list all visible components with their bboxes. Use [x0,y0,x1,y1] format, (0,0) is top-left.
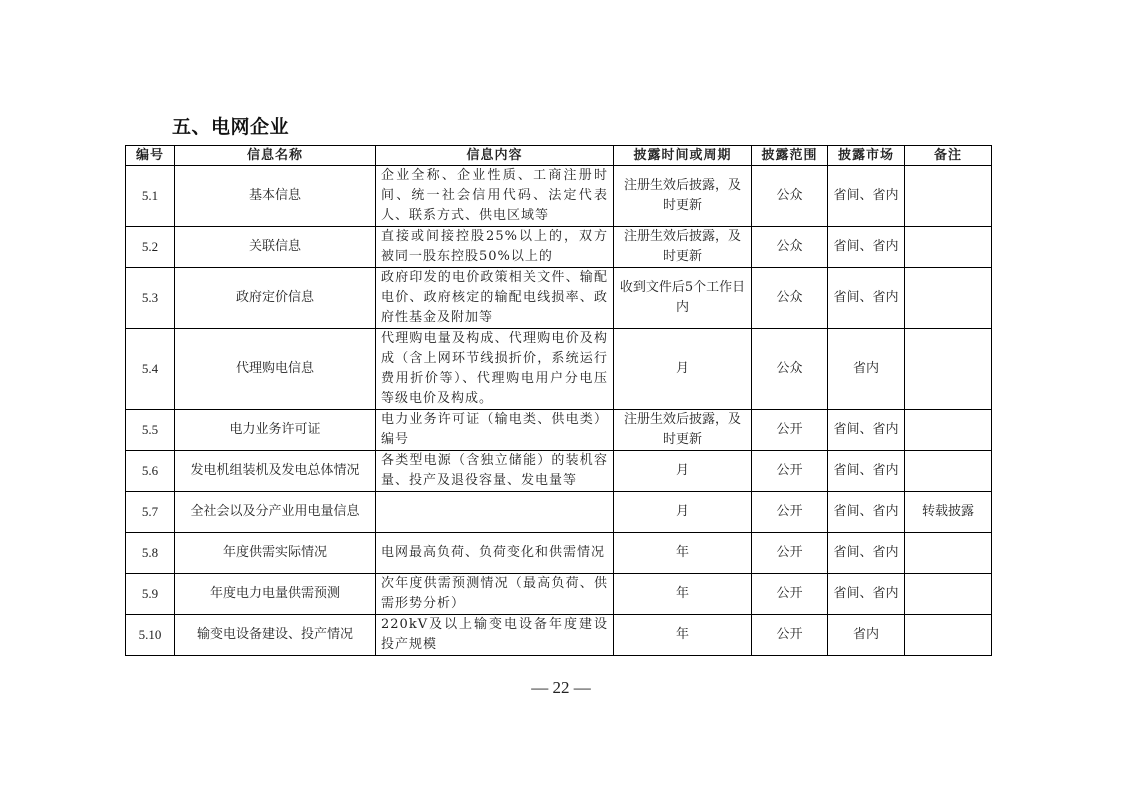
row-timing: 年 [614,574,752,615]
row-note [905,451,992,492]
row-name: 政府定价信息 [175,268,376,329]
row-timing: 注册生效后披露，及时更新 [614,166,752,227]
row-market: 省内 [828,329,905,410]
row-scope: 公开 [752,533,828,574]
row-market: 省间、省内 [828,410,905,451]
table-row [126,451,992,492]
row-no: 5.7 [126,492,175,533]
row-content: 代理购电量及构成、代理购电价及构成（含上网环节线损折价，系统运行费用折价等）、代理购电用户分电压等级电价及构成。 [376,329,614,410]
row-name: 年度电力电量供需预测 [175,574,376,615]
page-number: — 22 — [531,678,591,697]
row-note [905,227,992,268]
row-name: 输变电设备建设、投产情况 [175,615,376,656]
header-timing: 披露时间或周期 [614,146,752,166]
row-name: 年度供需实际情况 [175,533,376,574]
row-no: 5.4 [126,329,175,410]
disclosure-table [125,145,992,656]
row-timing: 年 [614,533,752,574]
table-row [126,166,992,227]
row-no: 5.5 [126,410,175,451]
header-content: 信息内容 [376,146,614,166]
table-row [126,615,992,656]
row-content: 各类型电源（含独立储能）的装机容量、投产及退役容量、发电量等 [376,451,614,492]
row-no: 5.10 [126,615,175,656]
row-no: 5.6 [126,451,175,492]
row-name: 发电机组装机及发电总体情况 [175,451,376,492]
row-scope: 公开 [752,615,828,656]
row-market: 省间、省内 [828,492,905,533]
table-row [126,329,992,410]
row-market: 省间、省内 [828,533,905,574]
row-scope: 公众 [752,268,828,329]
row-name: 电力业务许可证 [175,410,376,451]
table-row [126,410,992,451]
row-timing: 收到文件后5个工作日内 [614,268,752,329]
row-no: 5.1 [126,166,175,227]
row-scope: 公开 [752,451,828,492]
table-row [126,492,992,533]
row-name: 代理购电信息 [175,329,376,410]
row-name: 基本信息 [175,166,376,227]
row-market: 省内 [828,615,905,656]
row-timing: 月 [614,451,752,492]
row-content: 政府印发的电价政策相关文件、输配电价、政府核定的输配电线损率、政府性基金及附加等 [376,268,614,329]
row-scope: 公众 [752,329,828,410]
row-market: 省间、省内 [828,166,905,227]
row-note [905,268,992,329]
row-timing: 年 [614,615,752,656]
row-market: 省间、省内 [828,451,905,492]
row-content: 电网最高负荷、负荷变化和供需情况 [376,533,614,574]
row-timing: 注册生效后披露，及时更新 [614,410,752,451]
row-no: 5.8 [126,533,175,574]
row-no: 5.2 [126,227,175,268]
section-title: 五、电网企业 [172,116,290,138]
row-content: 直接或间接控股25%以上的，双方被同一股东控股50%以上的 [376,227,614,268]
row-name: 全社会以及分产业用电量信息 [175,492,376,533]
row-timing: 月 [614,492,752,533]
row-scope: 公众 [752,227,828,268]
row-content: 次年度供需预测情况（最高负荷、供需形势分析） [376,574,614,615]
table-header-row [126,146,992,166]
row-note: 转载披露 [905,492,992,533]
row-market: 省间、省内 [828,268,905,329]
table-row [126,574,992,615]
row-no: 5.9 [126,574,175,615]
row-note [905,329,992,410]
row-scope: 公开 [752,492,828,533]
row-note [905,574,992,615]
row-note [905,166,992,227]
row-scope: 公众 [752,166,828,227]
header-note: 备注 [905,146,992,166]
header-market: 披露市场 [828,146,905,166]
table-row [126,533,992,574]
row-market: 省间、省内 [828,227,905,268]
header-name: 信息名称 [175,146,376,166]
row-content: 电力业务许可证（输电类、供电类）编号 [376,410,614,451]
header-scope: 披露范围 [752,146,828,166]
table-row [126,227,992,268]
row-content: 220kV及以上输变电设备年度建设投产规模 [376,615,614,656]
row-name: 关联信息 [175,227,376,268]
row-market: 省间、省内 [828,574,905,615]
row-no: 5.3 [126,268,175,329]
row-note [905,615,992,656]
row-timing: 注册生效后披露，及时更新 [614,227,752,268]
row-content [376,492,614,533]
table-row [126,268,992,329]
row-timing: 月 [614,329,752,410]
row-scope: 公开 [752,410,828,451]
row-note [905,533,992,574]
row-content: 企业全称、企业性质、工商注册时间、统一社会信用代码、法定代表人、联系方式、供电区域等 [376,166,614,227]
row-scope: 公开 [752,574,828,615]
row-note [905,410,992,451]
header-no: 编号 [126,146,175,166]
